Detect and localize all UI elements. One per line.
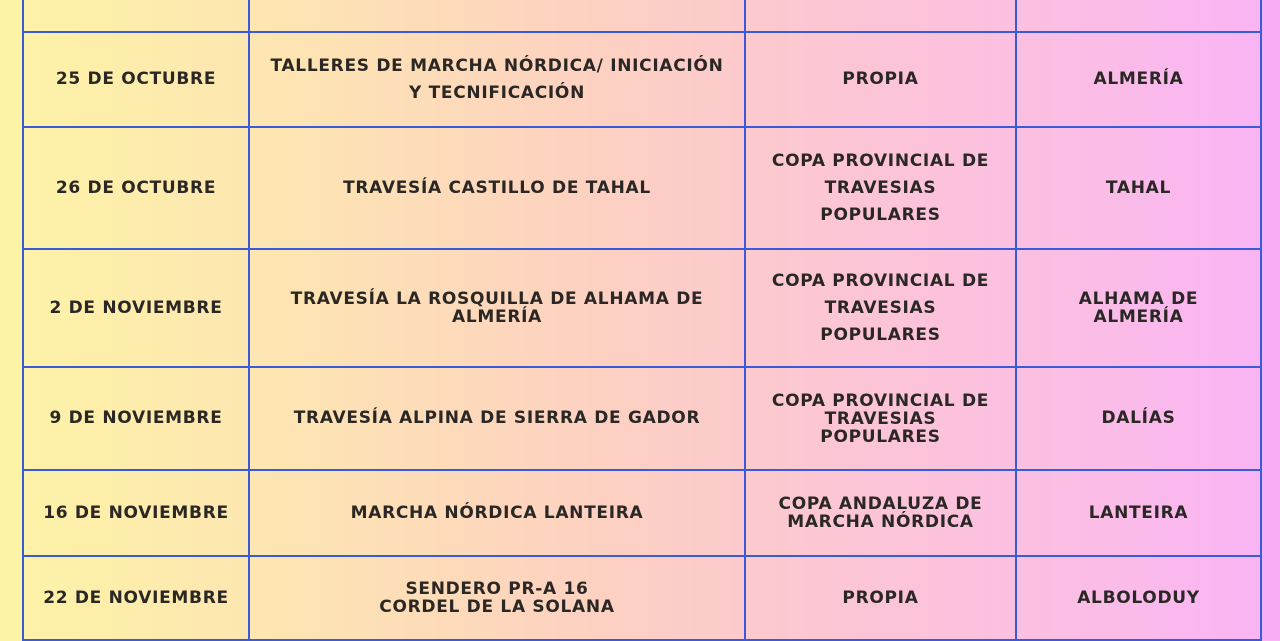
competition-cell: PROPIA — [745, 556, 1016, 640]
event-cell: TRAVESÍA ALPINA DE SIERRA DE GADOR — [249, 367, 745, 470]
table-row — [23, 127, 1261, 249]
table-row — [23, 32, 1261, 127]
competition-cell: COPA PROVINCIAL DE TRAVESIAS POPULARES — [745, 249, 1016, 367]
table-row — [23, 556, 1261, 640]
table-row — [23, 470, 1261, 556]
table-row — [23, 0, 1261, 32]
competition-cell: PROPIA — [745, 32, 1016, 127]
date-cell — [23, 0, 249, 32]
competition-cell — [745, 0, 1016, 32]
date-cell: 9 DE NOVIEMBRE — [23, 367, 249, 470]
event-cell: SENDERO PR-A 16 CORDEL DE LA SOLANA — [249, 556, 745, 640]
competition-cell: COPA ANDALUZA DE MARCHA NÓRDICA — [745, 470, 1016, 556]
event-cell — [249, 0, 745, 32]
date-cell: 26 DE OCTUBRE — [23, 127, 249, 249]
date-cell: 16 DE NOVIEMBRE — [23, 470, 249, 556]
right-border-strip — [1260, 0, 1280, 640]
table-row — [23, 367, 1261, 470]
location-cell — [1016, 0, 1261, 32]
date-cell: 22 DE NOVIEMBRE — [23, 556, 249, 640]
location-cell: LANTEIRA — [1016, 470, 1261, 556]
event-cell: MARCHA NÓRDICA LANTEIRA — [249, 470, 745, 556]
date-cell: 2 DE NOVIEMBRE — [23, 249, 249, 367]
competition-cell: COPA PROVINCIAL DE TRAVESIAS POPULARES — [745, 127, 1016, 249]
table-row — [23, 249, 1261, 367]
event-cell: TRAVESÍA CASTILLO DE TAHAL — [249, 127, 745, 249]
date-cell: 25 DE OCTUBRE — [23, 32, 249, 127]
event-cell: TRAVESÍA LA ROSQUILLA DE ALHAMA DE ALMERÍA — [249, 249, 745, 367]
location-cell: DALÍAS — [1016, 367, 1261, 470]
events-calendar-table — [22, 0, 1262, 641]
location-cell: TAHAL — [1016, 127, 1261, 249]
location-cell: ALHAMA DE ALMERÍA — [1016, 249, 1261, 367]
left-border-strip — [0, 0, 22, 640]
competition-cell: COPA PROVINCIAL DE TRAVESIAS POPULARES — [745, 367, 1016, 470]
location-cell: ALMERÍA — [1016, 32, 1261, 127]
event-cell: TALLERES DE MARCHA NÓRDICA/ INICIACIÓN Y TECNIFICACIÓN — [249, 32, 745, 127]
location-cell: ALBOLODUY — [1016, 556, 1261, 640]
